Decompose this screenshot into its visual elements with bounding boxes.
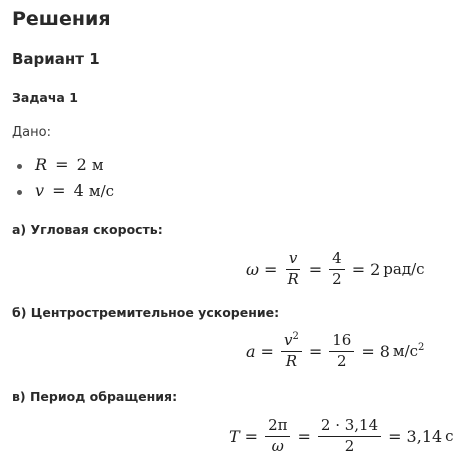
given-label: Дано: [12,125,51,140]
formula-angular-velocity: ω = $\frac{v}{R}$ = $\frac{4}{2}$ = 2 рад/с [246,249,425,288]
part-a-heading: а) Угловая скорость: [12,222,163,237]
list-bullet [17,164,22,169]
part-c-heading: в) Период обращения: [12,389,178,404]
formula-centripetal-acceleration: a = $\frac{v^2}{R}$ = $\frac{16}{2}$ = 8 $м/с^2$ [246,331,425,370]
given-item-radius: R = 2 м [35,155,104,174]
variant-heading: Вариант 1 [12,50,100,68]
given-item-velocity: v = 4 м/с [35,181,115,200]
formula-period: T = $\frac{2\pi}{\omega}$ = $\frac{2 \cdot 3,14}{2}$ = 3,14 с [229,416,454,455]
list-bullet [17,190,22,195]
page-title: Решения [12,8,111,30]
task-heading: Задача 1 [12,90,78,105]
part-b-heading: б) Центростремительное ускорение: [12,305,280,320]
